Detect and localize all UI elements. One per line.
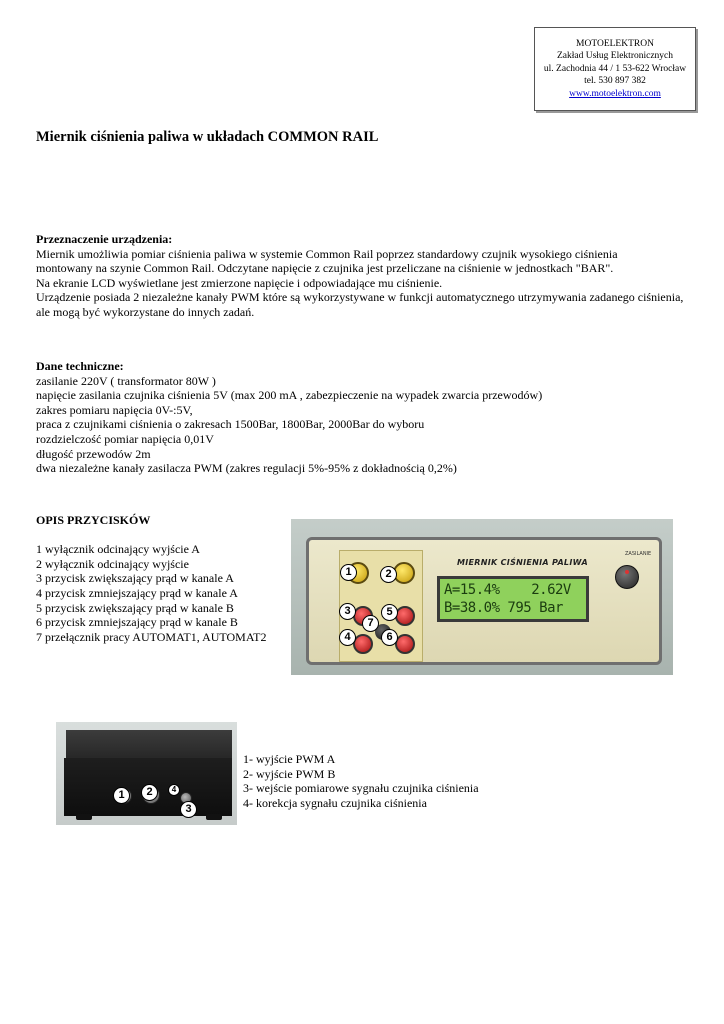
lcd-line-2: B=38.0% 795 Bar bbox=[444, 600, 563, 616]
power-label: ZASILANIE bbox=[625, 551, 652, 557]
spec-line: dwa niezależne kanały zasilacza PWM (zakres regulacji 5%-95% z dokładnością 0,2%) bbox=[36, 461, 457, 476]
buttons-heading: OPIS PRZYCISKÓW bbox=[36, 513, 151, 527]
photo-label: 4 bbox=[339, 629, 356, 646]
photo-label: 2 bbox=[141, 784, 158, 801]
company-address: ul. Zachodnia 44 / 1 53-622 Wrocław bbox=[543, 63, 687, 74]
device-foot bbox=[76, 814, 92, 820]
photo-label: 3 bbox=[339, 603, 356, 620]
purpose-heading: Przeznaczenie urządzenia: bbox=[36, 232, 173, 246]
button-red bbox=[353, 634, 373, 654]
photo-label: 2 bbox=[380, 566, 397, 583]
back-panel-photo bbox=[56, 722, 237, 825]
device-top bbox=[66, 730, 232, 760]
specs-section bbox=[36, 359, 542, 476]
photo-label: 6 bbox=[381, 629, 398, 646]
spec-line: rozdzielczość pomiar napięcia 0,01V bbox=[36, 431, 214, 446]
photo-label: 1 bbox=[113, 787, 130, 804]
device-foot bbox=[206, 814, 222, 820]
purpose-line: Urządzenie posiada 2 niezależne kanały PWM które są wykorzystywane w funkcji automatycznego utrzymywania zadanego ciśnienia, bbox=[36, 290, 684, 305]
button-red bbox=[395, 634, 415, 654]
device-front-panel bbox=[306, 537, 662, 665]
photo-label: 5 bbox=[381, 604, 398, 621]
connector-list bbox=[243, 752, 479, 810]
spec-line: długość przewodów 2m bbox=[36, 446, 151, 461]
lcd-display bbox=[437, 576, 589, 622]
button-desc-line: 1 wyłącznik odcinający wyjście A bbox=[36, 542, 200, 557]
spec-line: zasilanie 220V ( transformator 80W ) bbox=[36, 373, 216, 388]
purpose-line: montowany na szynie Common Rail. Odczytane napięcie z czujnika jest przeliczane na ciśnienie w jednostkach "BAR". bbox=[36, 261, 614, 276]
spec-line: napięcie zasilania czujnika ciśnienia 5V (max 200 mA , zabezpieczenie na wypadek zwarcia przewodów) bbox=[36, 388, 543, 403]
button-desc-line: 3 przycisk zwiększający prąd w kanale A bbox=[36, 571, 234, 586]
purpose-line: Na ekranie LCD wyświetlane jest zmierzone napięcie i odpowiadające mu ciśnienie. bbox=[36, 275, 443, 290]
photo-label: 1 bbox=[340, 564, 357, 581]
connector-line: 1- wyjście PWM A bbox=[243, 752, 336, 766]
connector-line: 2- wyjście PWM B bbox=[243, 766, 336, 781]
company-phone: tel. 530 897 382 bbox=[584, 76, 646, 87]
specs-heading: Dane techniczne: bbox=[36, 359, 124, 373]
button-desc-line: 5 przycisk zwiększający prąd w kanale B bbox=[36, 600, 234, 615]
lcd-line-1: A=15.4% 2.62V bbox=[444, 582, 571, 598]
photo-label: 7 bbox=[362, 615, 379, 632]
connector-line: 4- korekcja sygnału czujnika ciśnienia bbox=[243, 795, 427, 810]
company-name: MOTOELEKTRON bbox=[576, 39, 654, 49]
purpose-line: ale mogą być wykorzystane do innych zadań. bbox=[36, 304, 255, 319]
power-switch-icon bbox=[615, 565, 639, 589]
connector-line: 3- wejście pomiarowe sygnału czujnika ciśnienia bbox=[243, 781, 479, 796]
company-website-link[interactable]: www.motoelektron.com bbox=[569, 88, 661, 99]
spec-line: zakres pomiaru napięcia 0V-:5V, bbox=[36, 402, 193, 417]
panel-title: MIERNIK CIŚNIENIA PALIWA bbox=[457, 558, 588, 567]
company-info-box bbox=[534, 27, 696, 111]
buttons-section bbox=[36, 513, 267, 644]
purpose-line: Miernik umożliwia pomiar ciśnienia paliwa w systemie Common Rail poprzez standardowy czujnik wysokiego ciśnienia bbox=[36, 246, 618, 261]
front-panel-photo bbox=[291, 519, 673, 675]
company-subtitle: Zakład Usług Elektronicznych bbox=[556, 51, 674, 62]
photo-label: 3 bbox=[180, 801, 197, 818]
photo-label: 4 bbox=[168, 784, 180, 796]
page-title: Miernik ciśnienia paliwa w układach COMMON RAIL bbox=[36, 129, 379, 145]
button-desc-line: 7 przełącznik pracy AUTOMAT1, AUTOMAT2 bbox=[36, 629, 267, 644]
spec-line: praca z czujnikami ciśnienia o zakresach 1500Bar, 1800Bar, 2000Bar do wyboru bbox=[36, 417, 425, 432]
button-desc-line: 2 wyłącznik odcinający wyjście bbox=[36, 556, 189, 571]
purpose-section bbox=[36, 232, 683, 320]
button-desc-line: 6 przycisk zmniejszający prąd w kanale B bbox=[36, 615, 238, 630]
button-desc-line: 4 przycisk zmniejszający prąd w kanale A bbox=[36, 585, 238, 600]
button-red bbox=[395, 606, 415, 626]
